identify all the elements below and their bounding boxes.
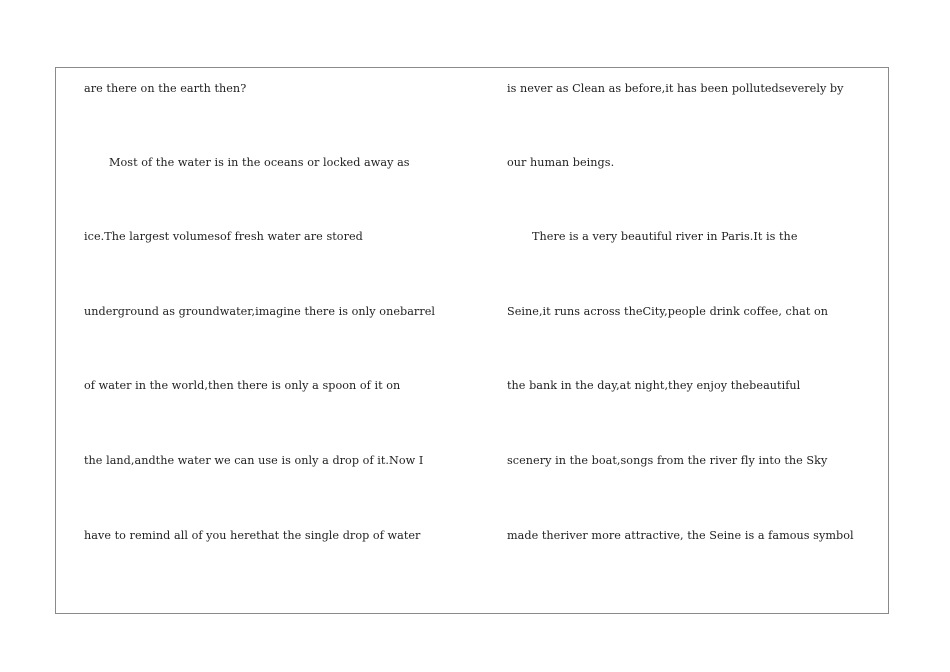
text-line: Seine,it runs across theCity,people drink coffee, chat on xyxy=(507,305,829,318)
text-line: of water in the world,then there is only a spoon of it on xyxy=(84,379,401,392)
text-line: is never as Clean as before,it has been pollutedseverely by xyxy=(507,82,844,95)
text-line: There is a very beautiful river in Paris.It is the xyxy=(532,230,798,243)
text-line: made theriver more attractive, the Seine is a famous symbol xyxy=(507,529,854,542)
page-frame xyxy=(55,67,889,614)
text-line: scenery in the boat,songs from the river fly into the Sky xyxy=(507,454,828,467)
text-line: the land,andthe water we can use is only a drop of it.Now I xyxy=(84,454,424,467)
text-line: underground as groundwater,imagine there is only onebarrel xyxy=(84,305,436,318)
text-line: the bank in the day,at night,they enjoy thebeautiful xyxy=(507,379,801,392)
text-line: ice.The largest volumesof fresh water are stored xyxy=(84,230,363,243)
text-line: our human beings. xyxy=(507,156,615,169)
text-line: have to remind all of you herethat the single drop of water xyxy=(84,529,421,542)
text-line: are there on the earth then? xyxy=(84,82,247,95)
text-line: Most of the water is in the oceans or locked away as xyxy=(109,156,410,169)
